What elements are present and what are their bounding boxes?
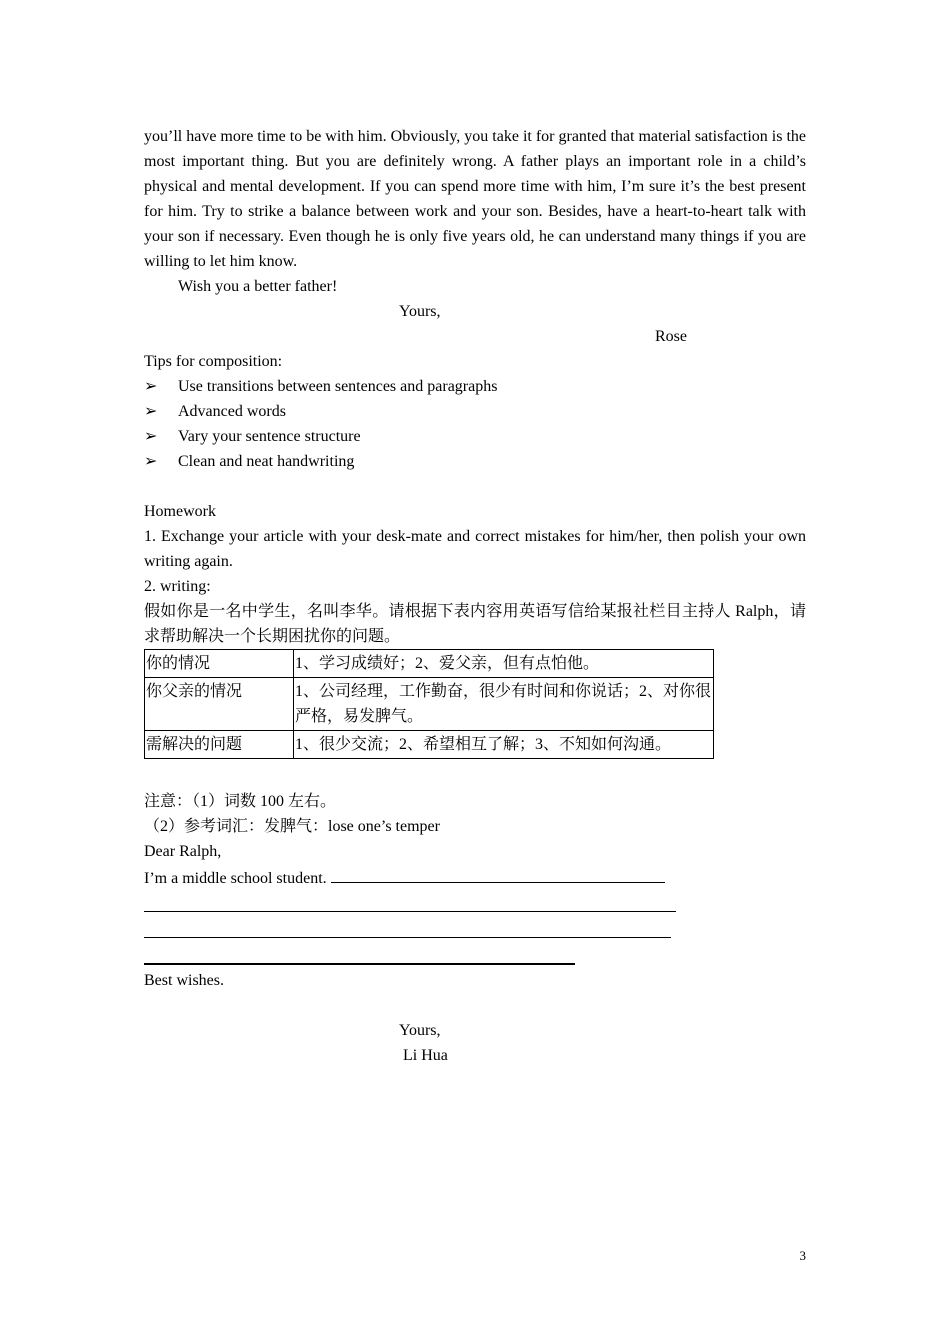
tip-item: ➢ Vary your sentence structure <box>144 424 806 449</box>
table-row <box>145 731 714 759</box>
note-vocabulary: （2）参考词汇：发脾气：lose one’s temper <box>144 818 440 835</box>
homework-heading: Homework <box>144 503 216 520</box>
letter-greeting: Dear Ralph, <box>144 843 222 860</box>
table-cell-key: 需解决的问题 <box>145 731 294 759</box>
letter-signature: Rose <box>655 328 687 345</box>
page-number: 3 <box>799 1248 806 1263</box>
answer-line[interactable] <box>144 889 676 912</box>
table-cell-key: 你父亲的情况 <box>145 678 294 731</box>
arrow-bullet-icon: ➢ <box>144 403 158 420</box>
letter-closing: Yours, <box>399 303 441 320</box>
table-cell-value: 1、学习成绩好；2、爱父亲，但有点怕他。 <box>294 650 714 678</box>
tips-heading: Tips for composition: <box>144 353 283 370</box>
answer-line[interactable] <box>144 915 671 938</box>
signature-li-hua: Li Hua <box>403 1047 448 1064</box>
note-word-count: 注意：（1）词数 100 左右。 <box>144 793 337 810</box>
tip-item: ➢ Advanced words <box>144 399 806 424</box>
letter-wish: Wish you a better father! <box>178 278 338 295</box>
table-cell-value: 1、公司经理，工作勤奋，很少有时间和你说话；2、对你很严格，易发脾气。 <box>294 678 714 731</box>
answer-line[interactable] <box>144 941 575 965</box>
table-row <box>145 650 714 678</box>
table-cell-value: 1、很少交流；2、希望相互了解；3、不知如何沟通。 <box>294 731 714 759</box>
document-page <box>144 124 806 1068</box>
homework-item-1: 1. Exchange your article with your desk-mate and correct mistakes for him/her, then polish your own writing again. <box>144 528 806 570</box>
tip-item: ➢ Use transitions between sentences and paragraphs <box>144 374 806 399</box>
answer-line[interactable] <box>331 864 665 883</box>
arrow-bullet-icon: ➢ <box>144 428 158 445</box>
tip-item: ➢ Clean and neat handwriting <box>144 449 806 474</box>
closing-yours: Yours, <box>399 1022 441 1039</box>
arrow-bullet-icon: ➢ <box>144 378 158 395</box>
writing-prompt: 假如你是一名中学生，名叫李华。请根据下表内容用英语写信给某报社栏目主持人 Ralph，请求帮助解决一个长期困扰你的问题。 <box>144 603 806 645</box>
table-cell-key: 你的情况 <box>145 650 294 678</box>
letter-opening: I’m a middle school student. <box>144 864 806 889</box>
arrow-bullet-icon: ➢ <box>144 453 158 470</box>
situation-table <box>144 649 714 759</box>
best-wishes: Best wishes. <box>144 972 224 989</box>
table-row <box>145 678 714 731</box>
letter-body: you’ll have more time to be with him. Obviously, you take it for granted that material satisfaction is the most important thing. But you are definitely wrong. A father plays an important role in a child’s physical and mental development. If you can spend more time with him, I’m sure it’s the best present for him. Try to strike a balance between work and your son. Besides, have a heart-to-heart talk with your son if necessary. Even though he is only five years old, he can understand many things if you are willing to let him know. <box>144 128 806 270</box>
homework-item-2: 2. writing: <box>144 578 211 595</box>
